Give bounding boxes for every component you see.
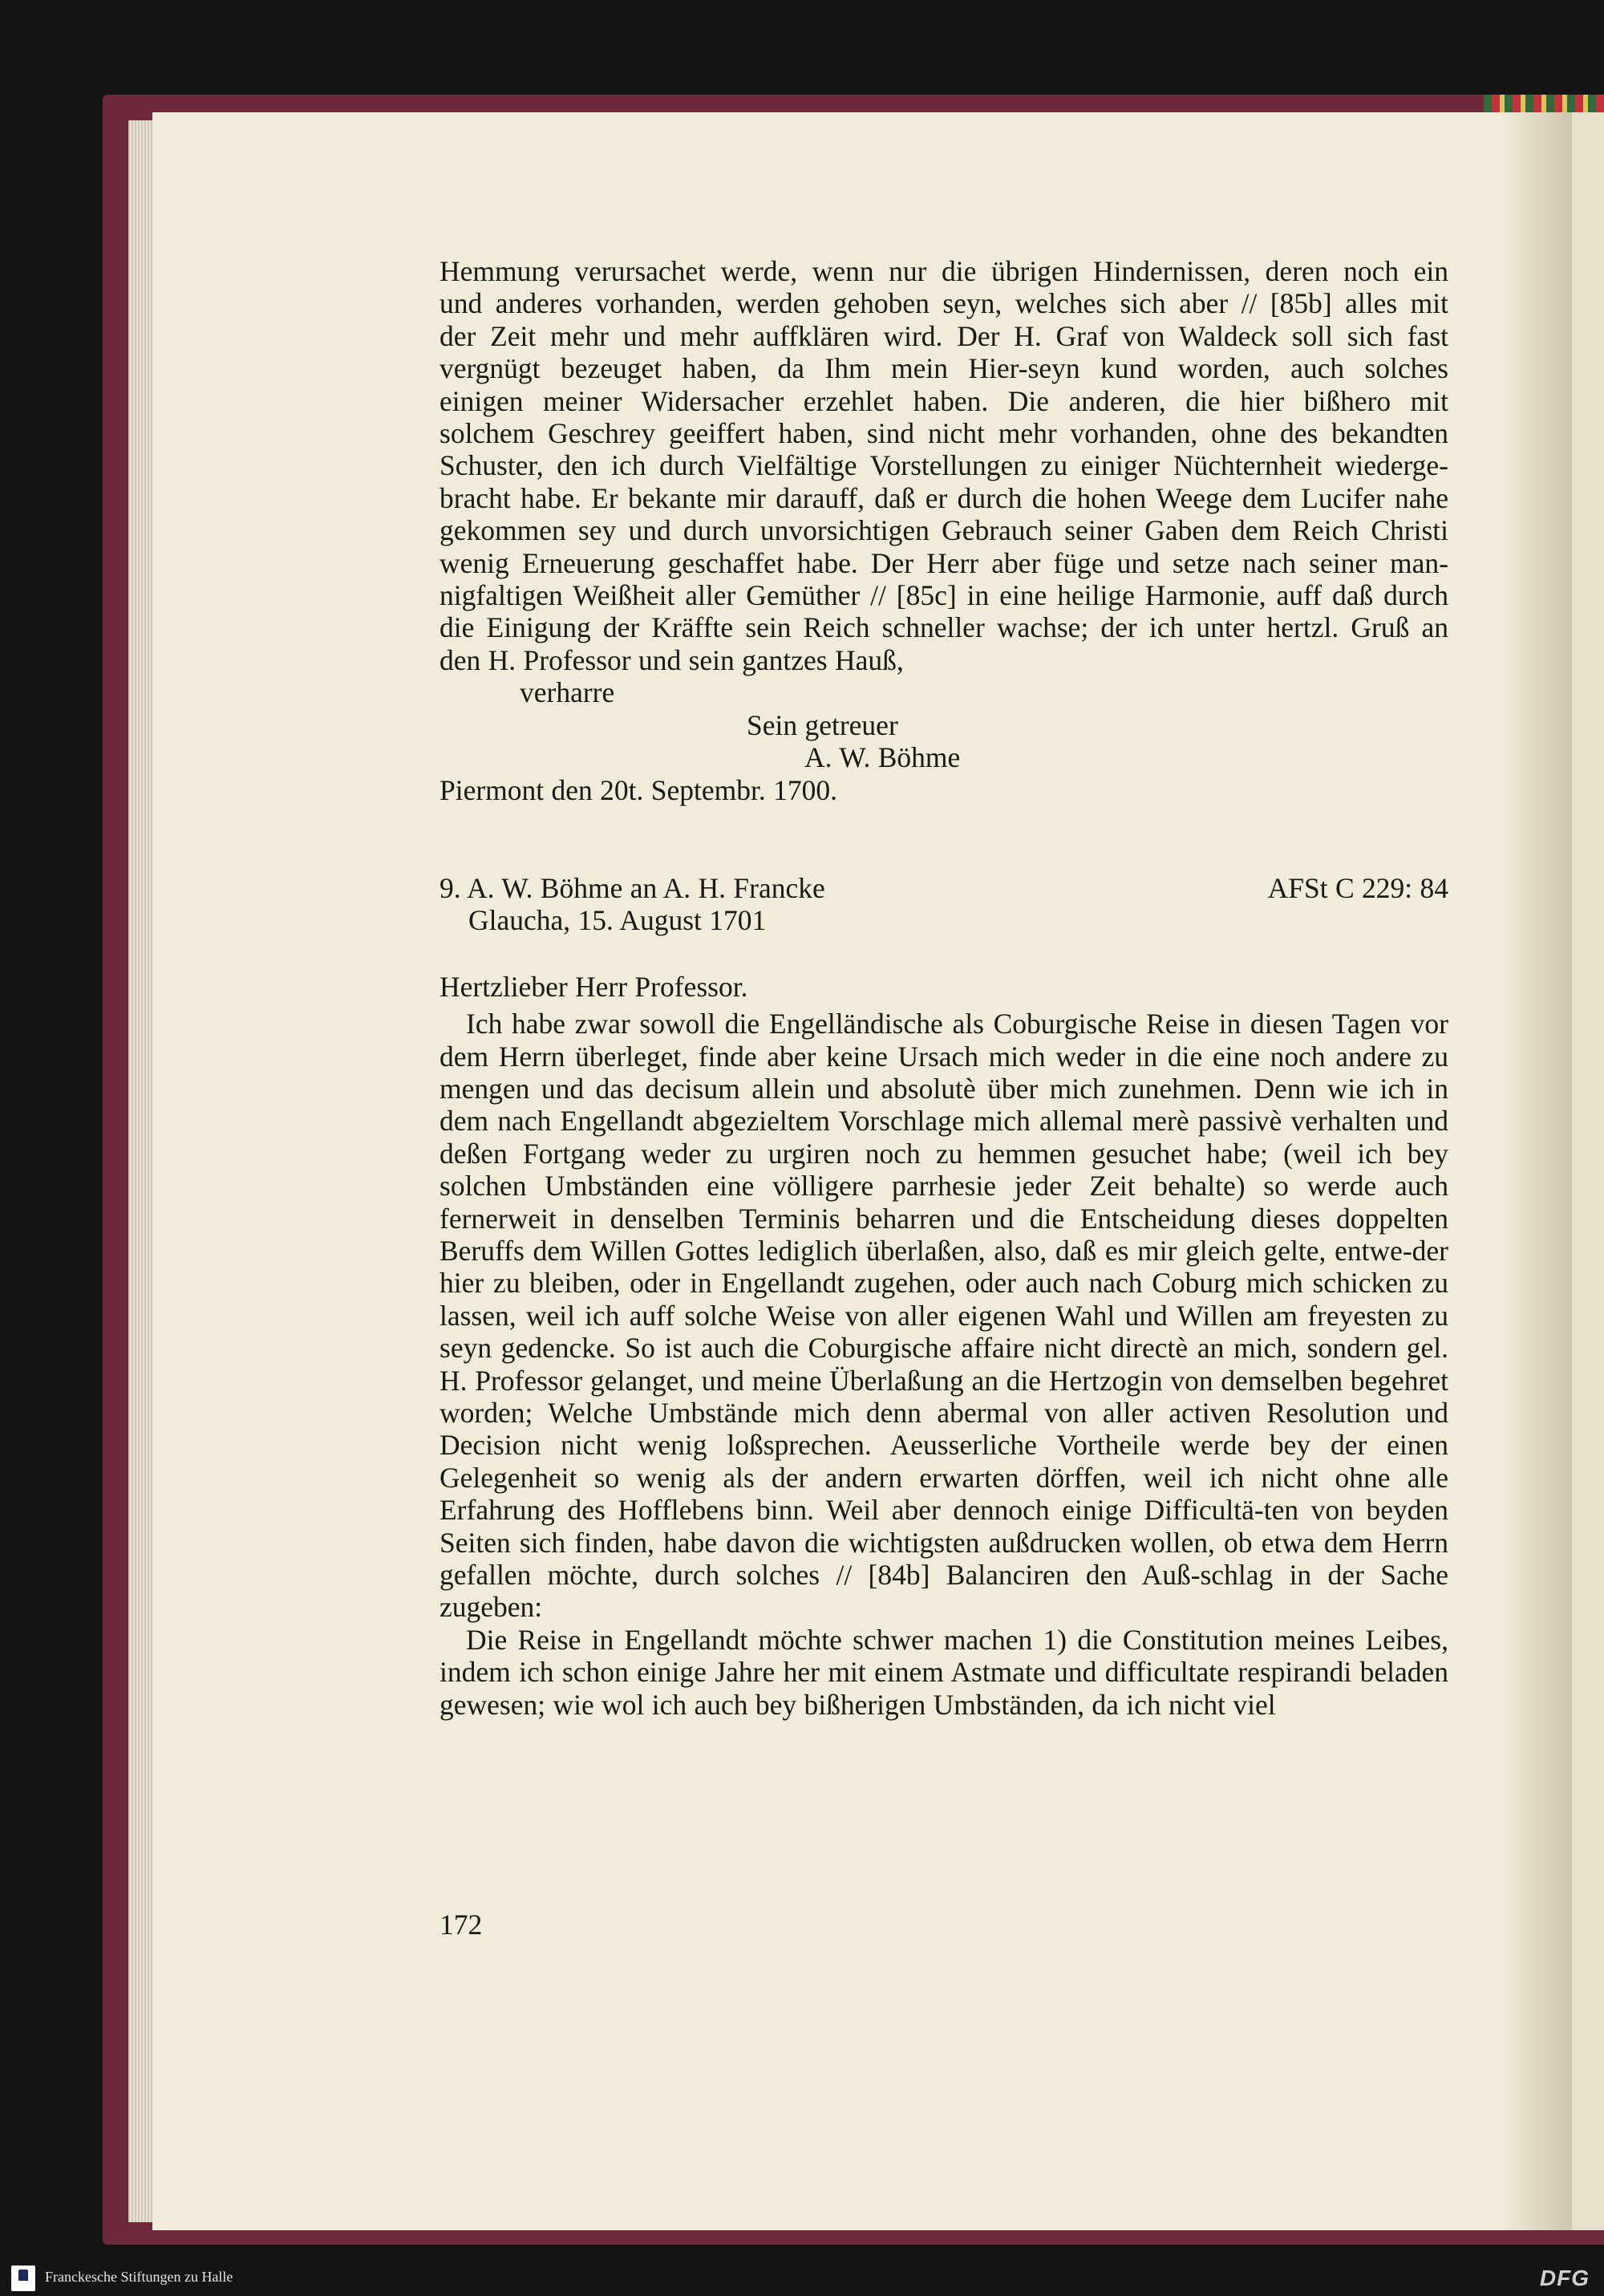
text-line: vergnügt bezeuget haben, da Ihm mein Hier-seyn kund worden, auch solches — [439, 352, 1448, 385]
text-line: nigfaltigen Weißheit aller Gemüther // [85c] in eine heilige Harmonie, auff daß durch — [439, 579, 1448, 612]
paragraph: Die Reise in Engellandt möchte schwer machen 1) die Constitution meines Leibes, indem ich schon einige Jahre her mit einem Astmate und difficultate respirandi beladen gewesen; wie wol ich auch bey bißherigen Umbständen, da ich nicht viel — [439, 1623, 1448, 1721]
institution-name: Franckesche Stiftungen zu Halle — [45, 2269, 233, 2285]
text-line: solchem Geschrey geeiffert haben, sind nicht mehr vorhanden, ohne des bekandten — [439, 417, 1448, 450]
text-line: bracht habe. Er bekante mir darauff, daß er durch die hohen Weege dem Lucifer nahe — [439, 481, 1448, 514]
viewer-footer — [0, 2261, 1604, 2296]
text-line: und anderes vorhanden, werden gehoben seyn, welches sich aber // [85b] alles mit — [439, 287, 1448, 320]
institution-logo-icon — [11, 2266, 35, 2291]
letter-heading — [439, 872, 1448, 904]
salutation: Hertzlieber Herr Professor. — [439, 970, 748, 1003]
page-gutter-shadow — [1500, 112, 1572, 2230]
paragraph: Ich habe zwar sowoll die Engelländische als Coburgische Reise in diesen Tagen vor dem Herrn überleget, finde aber keine Ursach mich weder in die eine noch andere zu mengen und das decisum allein und absolutè über mich zunehmen. Denn wie ich in dem nach Engellandt abgezieltem Vorschlage mich allemal merè passivè verhalten und deßen Fortgang weder zu urgiren noch zu hemmen gesuchet habe; (weil ich bey solchen Umbständen eine völligere parrhesie jeder Zeit behalte) so werde auch fernerweit in denselben Terminis beharren und die Entscheidung dieses doppelten Beruffs dem Willen Gottes lediglich überlaßen, also, daß es mir gleich gelte, entwe-der hier zu bleiben, oder in Engellandt zugehen, oder auch nach Coburg mich schicken zu lassen, weil ich auff solche Weise von aller eigenen Wahl und Willen am freyesten zu seyn gedencke. So ist auch die Coburgische affaire nicht directè an mich, sondern gel. H. Professor gelanget, und meine Überlaßung an die Hertzogin von demselben begehret worden; Welche Umbstände mich denn abermal von aller activen Resolution und Decision nicht wenig loßsprechen. Aeusserliche Vortheile werde bey der einen Gelegenheit so wenig als der andern erwarten dörffen, weil ich nicht ohne alle Erfahrung des Hofflebens binn. Weil aber dennoch einige Difficultä-ten von beyden Seiten sich finden, habe davon die wichtigsten außdrucken wollen, ob etwa dem Herrn gefallen möchte, durch solches // [84b] Balanciren den Auß-schlag in der Sache zugeben: — [439, 1008, 1448, 1624]
text-line: Schuster, den ich durch Vielfältige Vorstellungen zu einiger Nüchternheit wiederge- — [439, 449, 1448, 482]
bookmark-ribbon — [1484, 95, 1604, 114]
text-line: einigen meiner Widersacher erzehlet haben. Die anderen, die hier bißhero mit — [439, 384, 1448, 417]
page-text — [439, 255, 1448, 1721]
letter-origin: Glaucha, 15. August 1701 — [468, 904, 767, 937]
letter-9 — [439, 872, 1448, 1721]
signature-line: Sein getreuer — [747, 708, 898, 741]
letter-place-date: Piermont den 20t. Septembr. 1700. — [439, 773, 838, 806]
page-number: 172 — [439, 1909, 483, 1941]
signature-name: A. W. Böhme — [804, 741, 961, 774]
dfg-logo: DFG — [1539, 2266, 1590, 2290]
text-line: Hemmung verursachet werde, wenn nur die übrigen Hindernissen, deren noch ein — [439, 255, 1448, 287]
facing-page-edge — [1572, 112, 1604, 2230]
closing-formula: verharre — [520, 676, 615, 709]
text-line: gekommen sey und durch unvorsichtigen Gebrauch seiner Gaben dem Reich Christi — [439, 514, 1448, 547]
text-line: wenig Erneuerung geschaffet habe. Der Herr aber füge und setze nach seiner man- — [439, 546, 1448, 579]
letter-8-continuation — [439, 255, 1448, 806]
text-line: die Einigung der Kräffte sein Reich schneller wachse; der ich unter hertzl. Gruß an — [439, 611, 1448, 644]
archive-reference: AFSt C 229: 84 — [1267, 871, 1448, 904]
text-line: der Zeit mehr und mehr auffklären wird. Der H. Graf von Waldeck soll sich fast — [439, 319, 1448, 352]
letter-title: 9. A. W. Böhme an A. H. Francke — [439, 871, 825, 904]
text-line-last: den H. Professor und sein gantzes Hauß, — [439, 643, 904, 676]
